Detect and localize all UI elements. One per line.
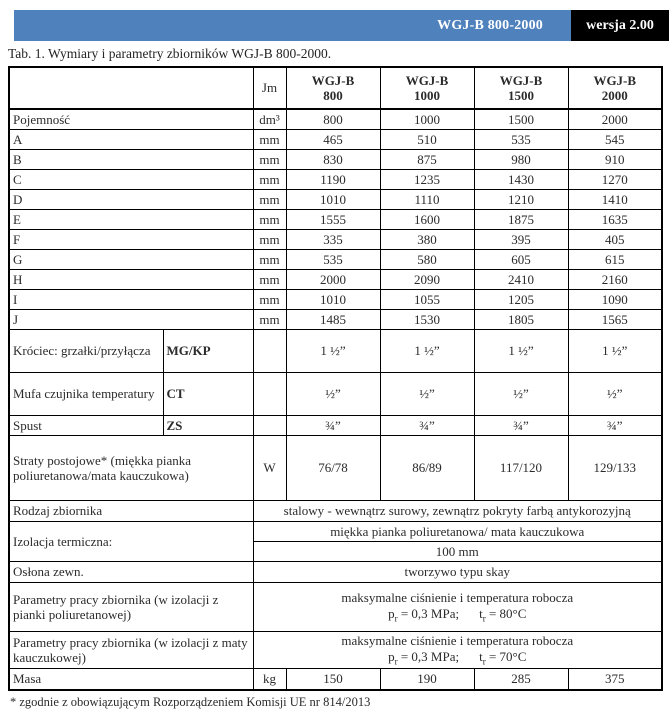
value-cell: 1010 — [286, 290, 380, 310]
table-row-h — [9, 270, 662, 290]
value-cell: 605 — [474, 250, 568, 270]
unit-cell: W — [253, 436, 286, 501]
model-name: WGJ-B — [499, 72, 543, 88]
unit-cell — [253, 330, 286, 373]
value-cell: 830 — [286, 150, 380, 170]
table-row-parametry-pianka — [9, 583, 662, 632]
value-cell: 1635 — [568, 210, 662, 230]
version-badge — [571, 10, 669, 41]
params-line2 — [257, 606, 659, 624]
value-cell: 1600 — [380, 210, 474, 230]
value-cell: 1055 — [380, 290, 474, 310]
value-cell: ¾” — [474, 416, 568, 436]
value-cell: ½” — [474, 373, 568, 416]
model-size: 1500 — [508, 88, 534, 103]
unit-cell: dm³ — [253, 109, 286, 130]
parameters-table — [8, 66, 663, 691]
unit-cell: mm — [253, 290, 286, 310]
params-line1: maksymalne ciśnienie i temperatura robocza — [341, 633, 574, 649]
temperature-subscript: r — [482, 613, 486, 624]
value-cell: 1190 — [286, 170, 380, 190]
row-label: Króciec: grzałki/przyłącza — [9, 330, 163, 373]
unit-cell: mm — [253, 130, 286, 150]
unit-cell: mm — [253, 250, 286, 270]
table-row-straty — [9, 436, 662, 501]
value-cell: 1 ½” — [568, 330, 662, 373]
params-line2 — [257, 649, 659, 667]
value-cell: 980 — [474, 150, 568, 170]
row-label: Mufa czujnika temperatury — [9, 373, 163, 416]
value-cell: ¾” — [286, 416, 380, 436]
value-cell: 380 — [380, 230, 474, 250]
product-title-bar — [14, 10, 571, 41]
value-cell: ½” — [286, 373, 380, 416]
value-cell: 1805 — [474, 310, 568, 330]
unit-cell: kg — [253, 669, 286, 691]
value-cell: 1010 — [286, 190, 380, 210]
table-row-mufa — [9, 373, 662, 416]
spanning-value: stalowy - wewnątrz surowy, zewnątrz pokryty farbą antykorozyjną — [253, 501, 662, 522]
value-cell: 2090 — [380, 270, 474, 290]
table-row-spust — [9, 416, 662, 436]
value-cell: 580 — [380, 250, 474, 270]
model-name: WGJ-B — [593, 72, 637, 88]
row-label: C — [9, 170, 253, 190]
spanning-value: 100 mm — [253, 542, 662, 562]
table-row-izolacja-material — [9, 522, 662, 542]
params-line1: maksymalne ciśnienie i temperatura robocza — [341, 590, 574, 606]
temperature-symbol: t — [479, 605, 483, 621]
top-header-bar — [14, 10, 669, 41]
unit-cell: mm — [253, 150, 286, 170]
fitting-code: ZS — [163, 416, 253, 436]
value-cell: 910 — [568, 150, 662, 170]
unit-cell: mm — [253, 230, 286, 250]
value-cell: 1410 — [568, 190, 662, 210]
table-row-masa — [9, 669, 662, 691]
value-cell: 76/78 — [286, 436, 380, 501]
row-label: Osłona zewn. — [9, 562, 253, 583]
model-size: 800 — [323, 88, 343, 103]
spanning-value — [253, 632, 662, 669]
value-cell: 1 ½” — [286, 330, 380, 373]
temperature-symbol: t — [479, 648, 483, 664]
value-cell: 117/120 — [474, 436, 568, 501]
pressure-subscript: r — [394, 613, 398, 624]
value-cell: ¾” — [380, 416, 474, 436]
temperature-value: = 80°C — [485, 605, 527, 621]
value-cell: 190 — [380, 669, 474, 691]
row-label: Straty postojowe* (miękka pianka poliuretanowa/mata kauczukowa) — [9, 436, 253, 501]
value-cell: 375 — [568, 669, 662, 691]
row-label: Spust — [9, 416, 163, 436]
table-caption: Tab. 1. Wymiary i parametry zbiorników WGJ-B 800-2000. — [8, 46, 332, 61]
row-label: H — [9, 270, 253, 290]
model-size: 2000 — [601, 88, 628, 103]
value-cell: 1555 — [286, 210, 380, 230]
value-cell: 1270 — [568, 170, 662, 190]
unit-cell: mm — [253, 310, 286, 330]
value-cell: 1565 — [568, 310, 662, 330]
table-row-f — [9, 230, 662, 250]
pressure-value: = 0,3 MPa; — [397, 605, 460, 621]
unit-cell: mm — [253, 210, 286, 230]
row-label: G — [9, 250, 253, 270]
pressure-symbol: p — [388, 648, 395, 664]
value-cell: 1000 — [380, 109, 474, 130]
row-label: E — [9, 210, 253, 230]
table-header-row — [9, 67, 662, 109]
value-cell: 465 — [286, 130, 380, 150]
temperature-subscript: r — [482, 656, 486, 667]
row-label: D — [9, 190, 253, 210]
row-label: A — [9, 130, 253, 150]
row-label: Izolacja termiczna: — [9, 522, 253, 562]
value-cell: 1500 — [474, 109, 568, 130]
value-cell: 2000 — [286, 270, 380, 290]
model-name: WGJ-B — [311, 72, 355, 88]
table-row-i — [9, 290, 662, 310]
value-cell: 86/89 — [380, 436, 474, 501]
unit-column-header: Jm — [253, 67, 286, 109]
value-cell: 1090 — [568, 290, 662, 310]
fitting-code: MG/KP — [163, 330, 253, 373]
value-cell: 1430 — [474, 170, 568, 190]
value-cell: 1530 — [380, 310, 474, 330]
unit-cell: mm — [253, 170, 286, 190]
value-cell: ½” — [568, 373, 662, 416]
row-label: Parametry pracy zbiornika (w izolacji z pianki poliuretanowej) — [9, 583, 253, 632]
product-title: WGJ-B 800-2000 — [437, 17, 543, 33]
row-label: B — [9, 150, 253, 170]
value-cell: 405 — [568, 230, 662, 250]
value-cell: ¾” — [568, 416, 662, 436]
table-row-g — [9, 250, 662, 270]
fitting-code: CT — [163, 373, 253, 416]
value-cell: 285 — [474, 669, 568, 691]
value-cell: 395 — [474, 230, 568, 250]
model-header-1000 — [380, 67, 474, 109]
model-header-2000 — [568, 67, 662, 109]
unit-cell — [253, 373, 286, 416]
value-cell: 1875 — [474, 210, 568, 230]
value-cell: 1235 — [380, 170, 474, 190]
value-cell: ½” — [380, 373, 474, 416]
value-cell: 1 ½” — [474, 330, 568, 373]
value-cell: 1210 — [474, 190, 568, 210]
table-row-b — [9, 150, 662, 170]
model-header-1500 — [474, 67, 568, 109]
value-cell: 535 — [474, 130, 568, 150]
value-cell: 545 — [568, 130, 662, 150]
row-label: J — [9, 310, 253, 330]
value-cell: 800 — [286, 109, 380, 130]
unit-cell — [253, 416, 286, 436]
value-cell: 1485 — [286, 310, 380, 330]
row-label: Parametry pracy zbiornika (w izolacji z maty kauczukowej) — [9, 632, 253, 669]
value-cell: 510 — [380, 130, 474, 150]
value-cell: 875 — [380, 150, 474, 170]
model-header-800 — [286, 67, 380, 109]
row-label: F — [9, 230, 253, 250]
spanning-value: miękka pianka poliuretanowa/ mata kauczukowa — [253, 522, 662, 542]
pressure-value: = 0,3 MPa; — [397, 648, 460, 664]
value-cell: 535 — [286, 250, 380, 270]
value-cell: 150 — [286, 669, 380, 691]
row-label: Pojemność — [9, 109, 253, 130]
table-row-e — [9, 210, 662, 230]
table-row-krociec — [9, 330, 662, 373]
corner-cell — [9, 67, 253, 109]
value-cell: 1205 — [474, 290, 568, 310]
unit-cell: mm — [253, 270, 286, 290]
row-label: I — [9, 290, 253, 310]
unit-cell: mm — [253, 190, 286, 210]
table-row-pojemnosc — [9, 109, 662, 130]
value-cell: 1110 — [380, 190, 474, 210]
table-row-parametry-mata — [9, 632, 662, 669]
spanning-value — [253, 583, 662, 632]
value-cell: 335 — [286, 230, 380, 250]
value-cell: 1 ½” — [380, 330, 474, 373]
table-row-c — [9, 170, 662, 190]
version-label: wersja 2.00 — [586, 17, 654, 33]
pressure-symbol: p — [388, 605, 395, 621]
value-cell: 129/133 — [568, 436, 662, 501]
table-row-rodzaj — [9, 501, 662, 522]
footnote: * zgodnie z obowiązującym Rozporządzeniem Komisji UE nr 814/2013 — [10, 695, 371, 709]
value-cell: 615 — [568, 250, 662, 270]
table-row-oslona — [9, 562, 662, 583]
row-label: Masa — [9, 669, 253, 691]
row-label: Rodzaj zbiornika — [9, 501, 253, 522]
table-row-j — [9, 310, 662, 330]
spanning-value: tworzywo typu skay — [253, 562, 662, 583]
table-row-d — [9, 190, 662, 210]
pressure-subscript: r — [394, 656, 398, 667]
value-cell: 2160 — [568, 270, 662, 290]
value-cell: 2410 — [474, 270, 568, 290]
model-size: 1000 — [414, 88, 440, 103]
table-row-a — [9, 130, 662, 150]
value-cell: 2000 — [568, 109, 662, 130]
model-name: WGJ-B — [405, 72, 449, 88]
temperature-value: = 70°C — [485, 648, 527, 664]
